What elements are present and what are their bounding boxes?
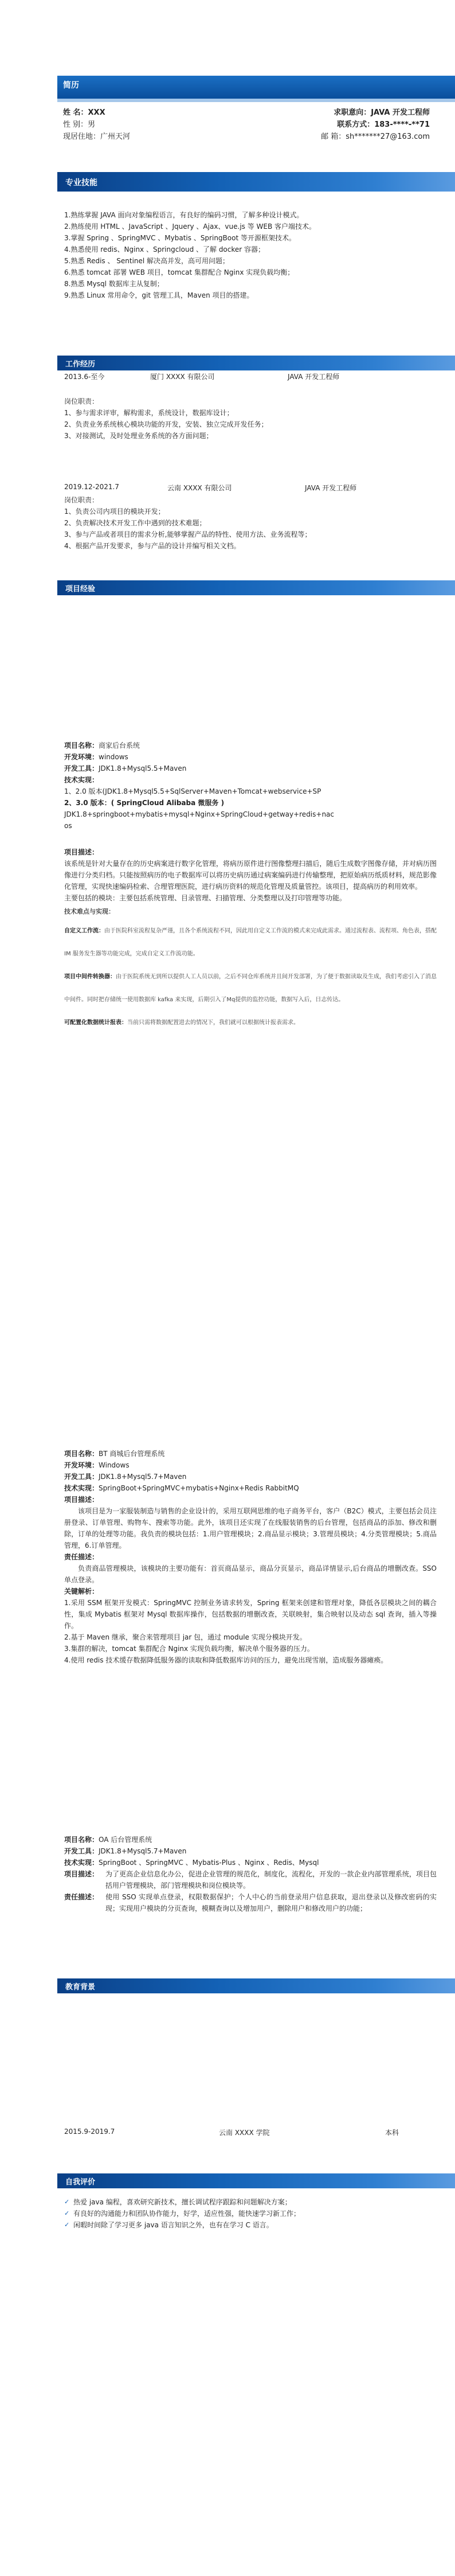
section-title: 专业技能 xyxy=(65,178,97,188)
section-title: 项目经验 xyxy=(65,585,96,594)
project-desc-label: 项目描述： xyxy=(64,848,99,856)
note xyxy=(64,1012,437,1035)
main-text: 主要包括系统管理、目录管理、扫描管理、分类整理以及打印管理等功能。 xyxy=(119,894,347,902)
skill-item: 8.熟悉 Mysql 数据库主从复制； xyxy=(64,280,164,288)
project-desc-label: 项目描述： xyxy=(64,1496,99,1504)
project-block xyxy=(64,1448,437,1666)
key-line: 4.使用 redis 技术缓存数据降低服务器的读取和降低数据库访问的压力，避免出现雪崩，造成服务器瘫痪。 xyxy=(64,1656,388,1664)
project-name-label: 项目名称： xyxy=(64,1836,99,1844)
project-desc-label: 项目描述： xyxy=(64,1870,99,1878)
duty-item: 2、负责业务系统核心模块功能的开发，安装、独立完成开发任务； xyxy=(64,420,268,428)
duty-item: 1、负责公司内项目的模块开发； xyxy=(64,508,165,516)
section-projects xyxy=(57,580,455,595)
education-school: 云南 XXXX 学院 xyxy=(219,2129,270,2137)
section-title: 教育背景 xyxy=(65,1983,96,1992)
job-position: JAVA 开发工程师 xyxy=(305,484,357,492)
project-env-label: 开发环境： xyxy=(64,753,99,761)
project-tech-label: 技术实现： xyxy=(64,1859,99,1867)
skill-item: 4.熟悉使用 redis、Nginx 、Springcloud 、了解 docker 容器； xyxy=(64,245,265,253)
header-band xyxy=(57,76,455,99)
section-skills xyxy=(57,172,455,192)
note xyxy=(64,966,437,1012)
project-env-label: 开发环境： xyxy=(64,1461,99,1469)
self-item: ✓ 闲暇时间除了学习更多 java 语言知识之外，也有在学习 C 语言。 xyxy=(64,2219,431,2231)
project-dev-label: 开发工具： xyxy=(64,1473,99,1481)
responsibility-text: 使用 SSO 实现单点登录，权限数据保护；个人中心的当前登录用户信息获取，退出登录以及修改密码的实现；实现用户模块的分页查询，模糊查询以及增加用户，删除用户和修改用户的功能； xyxy=(105,1893,437,1913)
job-company: 云南 XXXX 有限公司 xyxy=(167,484,232,492)
duty-item: 1、参与需求评审，解构需求，系统设计，数据库设计； xyxy=(64,409,234,417)
skill-item: 3.掌握 Spring 、SpringMVC 、Mybatis 、SpringBoot 等开源框架技术。 xyxy=(64,234,296,242)
project-main xyxy=(64,892,437,904)
main-label: 主要包括的模块： xyxy=(64,894,120,902)
name-field: 姓 名：XXX xyxy=(63,108,105,117)
job-header xyxy=(64,372,431,383)
skill-item: 9.熟悉 Linux 常用命令，git 管理工具，Maven 项目的搭建。 xyxy=(64,291,254,299)
responsibility-row xyxy=(64,1891,437,1914)
note-text: 当前只需将数据配置进去的情况下，我们就可以根据统计报表需求。 xyxy=(127,1020,299,1026)
key-line: 3.集群的解决，tomcat 集群配合 Nginx 实现负载均衡，解决单个服务器的压力。 xyxy=(64,1645,314,1653)
self-evaluation-list xyxy=(64,2196,431,2231)
project-env: Windows xyxy=(99,1461,130,1469)
tech-line: 2、3.0 版本：( SpringCloud Alibaba 微服务 ) xyxy=(64,799,225,807)
project-name: OA 后台管理系统 xyxy=(99,1836,152,1844)
skill-item: 1.熟练掌握 JAVA 面向对象编程语言，有良好的编码习惯，了解多种设计模式。 xyxy=(64,211,304,219)
difficulty-label: 技术难点与实现： xyxy=(64,908,115,915)
responsibility-text: 负责商品管理模块，该模块的主要功能有：首页商品显示，商品分页显示，商品详情显示,后台商品的增删改查。SSO 单点登录。 xyxy=(64,1564,437,1584)
key-line: 2.基于 Maven 继承，聚合来管理项目 jar 包，通过 module 实现分模块开发。 xyxy=(64,1633,307,1641)
project-name: 商家后台系统 xyxy=(99,741,140,750)
note-label: 项目中间件转换器： xyxy=(64,974,116,980)
note-label: 自定义工作流： xyxy=(64,928,104,934)
job-header xyxy=(64,483,431,494)
phone-field: 联系方式：183-****-**71 xyxy=(337,120,430,129)
header-band-accent xyxy=(57,99,455,102)
email-field: 邮 箱：sh*******27@163.com xyxy=(321,132,430,141)
tech-line: 1、2.0 版本(JDK1.8+Mysql5.5+SqlServer+Maven+Tomcat+webservice+SP xyxy=(64,787,321,795)
section-education xyxy=(57,1978,455,1993)
education-period: 2015.9-2019.7 xyxy=(64,2128,115,2136)
project-block xyxy=(64,740,437,1035)
job-company: 厦门 XXXX 有限公司 xyxy=(150,373,215,381)
tech-line: JDK1.8+springboot+mybatis+mysql+Nginx+SpringCloud+getway+redis+nac xyxy=(64,810,335,818)
resume-title: 简历 xyxy=(63,81,79,90)
job-duties xyxy=(64,396,431,442)
duty-label: 岗位职责： xyxy=(64,496,99,504)
note-text: 由于医院系统无到所以提供人工人员以前，之后不同仓库系统并且间开发部署，为了便于数据读取及生成，我们考虑引入了消息中间件。同时把存储统一使用数据库 kafka 来实现，后期引入了Mq提供的监控功能，数据写入后，日志传达。 xyxy=(64,974,437,1003)
project-name-label: 项目名称： xyxy=(64,741,99,750)
intent-field: 求职意向：JAVA 开发工程师 xyxy=(334,108,430,117)
project-name: BT 商城后台管理系统 xyxy=(99,1450,165,1458)
duty-item: 4、根据产品开发要求，参与产品的设计并编写相关文档。 xyxy=(64,542,241,550)
project-block xyxy=(64,1834,437,1914)
section-self xyxy=(57,2173,455,2188)
project-dev-label: 开发工具： xyxy=(64,1847,99,1855)
self-item: ✓ 热爱 java 编程，喜欢研究新技术，擅长调试程序跟踪和问题解决方案； xyxy=(64,2196,431,2208)
tech-line: SpringBoot+SpringMVC+mybatis+Nginx+Redis RabbitMQ xyxy=(99,1484,299,1492)
gender-field: 性 别：男 xyxy=(63,120,96,129)
basic-info xyxy=(63,106,430,142)
job-period: 2019.12-2021.7 xyxy=(64,483,119,491)
key-label: 关键解析： xyxy=(64,1587,99,1595)
job-position: JAVA 开发工程师 xyxy=(288,373,340,381)
project-dev: JDK1.8+Mysql5.7+Maven xyxy=(99,1473,187,1481)
self-item: ✓ 有良好的沟通能力和团队协作能力，好学，适应性强，能快速学习新工作； xyxy=(64,2208,431,2219)
responsibility-label: 责任描述： xyxy=(64,1553,99,1561)
duty-item: 3、对接测试，及时处理业务系统的各方面问题； xyxy=(64,432,213,440)
project-name-label: 项目名称： xyxy=(64,1450,99,1458)
project-tech-label: 技术实现： xyxy=(64,776,99,784)
duty-item: 3、参与产品或者项目的需求分析,能够掌握产品的特性、使用方法、业务流程等； xyxy=(64,530,312,538)
education-row xyxy=(64,2128,431,2139)
job-duties xyxy=(64,494,431,552)
section-title: 工作经历 xyxy=(65,360,96,369)
project-dev: JDK1.8+Mysql5.5+Maven xyxy=(99,764,187,772)
skill-item: 6.熟悉 tomcat 部署 WEB 项目，tomcat 集群配合 Nginx 实现负载均衡； xyxy=(64,268,295,276)
project-desc-row xyxy=(64,1868,437,1891)
project-desc: 为了更高企业信息化办公，促进企业管理的规范化，制度化，流程化，开发的一款企业内部管理系统，项目包括用户管理模块，部门管理模块和岗位模块等。 xyxy=(105,1870,437,1890)
key-line: 1.采用 SSM 框架开发模式：SpringMVC 控制业务请求转发，Spring 框架来创建和管理对象，降低各层模块之间的耦合性，集成 Mybatis 框架对 Mysql 数据库操作，包括数据的增删改查，关联映射，集合映射以及动态 sql 查询，插入等操作。 xyxy=(64,1599,437,1630)
skills-list xyxy=(64,209,431,301)
education-degree: 本科 xyxy=(385,2129,399,2137)
project-dev-label: 开发工具： xyxy=(64,764,99,772)
note xyxy=(64,920,437,966)
skill-item: 2.熟练使用 HTML 、JavaScript 、Jquery 、Ajax、vue.js 等 WEB 客户端技术。 xyxy=(64,223,316,231)
project-desc: 该项目是为一家服装制造与销售的企业设计的，采用互联网思维的电子商务平台，客户（B2C）模式，主要包括会员注册登录、订单管理、购物车、搜索等功能。此外，该项目还实现了在线服装销售的后台管理，包括商品的添加、修改和删除，订单的处理等功能。我负责的模块包括：1.用户管理模块；2.商品显示模块；3.管理员模块；4.分类管理模块；5.商品管理，6.订单管理。 xyxy=(64,1507,437,1549)
section-work xyxy=(57,356,455,370)
skill-item: 5.熟悉 Redis 、 Sentinel 解决高并发，高可用问题； xyxy=(64,257,230,265)
project-dev: JDK1.8+Mysql5.7+Maven xyxy=(99,1847,187,1855)
note-label: 可配置化数据统计报表： xyxy=(64,1020,127,1026)
project-desc: 该系统是针对大量存在的历史病案进行数字化管理，将病历原件进行图像整理扫描后，随后生成数字图像存储，并对病历图像进行分类归档。只能按照病历的电子数据库可以将历史病历通过病案编码进行传输整理，把原始病历纸质材料，规范影像化管理，实现快速编码检索、合理管理医院，进行病历资料的规范化管理及质量管控。该项目，提高病历的利用效率。 xyxy=(64,860,437,891)
project-env: windows xyxy=(99,753,128,761)
job-period: 2013.6-至今 xyxy=(64,373,105,381)
duty-label: 岗位职责： xyxy=(64,397,99,405)
tech-line: os xyxy=(64,822,72,830)
duty-item: 2、负责解决技术开发工作中遇到的技术难题； xyxy=(64,519,206,527)
tech-line: SpringBoot 、SpringMVC 、Mybatis-Plus 、Nginx 、Redis、Mysql xyxy=(99,1859,319,1867)
location-field: 现居住地：广州天河 xyxy=(63,132,131,141)
responsibility-label: 责任描述： xyxy=(64,1893,99,1901)
note-text: 由于医院科室流程复杂严谨，且各个系统流程不同，因此用自定义工作流的模式来完成此需求。通过流程表、流程项、角色表，搭配 IM 服务发生器等功能完成，完成自定义工作流功能。 xyxy=(64,928,437,957)
project-tech-label: 技术实现： xyxy=(64,1484,99,1492)
section-title: 自我评价 xyxy=(65,2178,96,2187)
